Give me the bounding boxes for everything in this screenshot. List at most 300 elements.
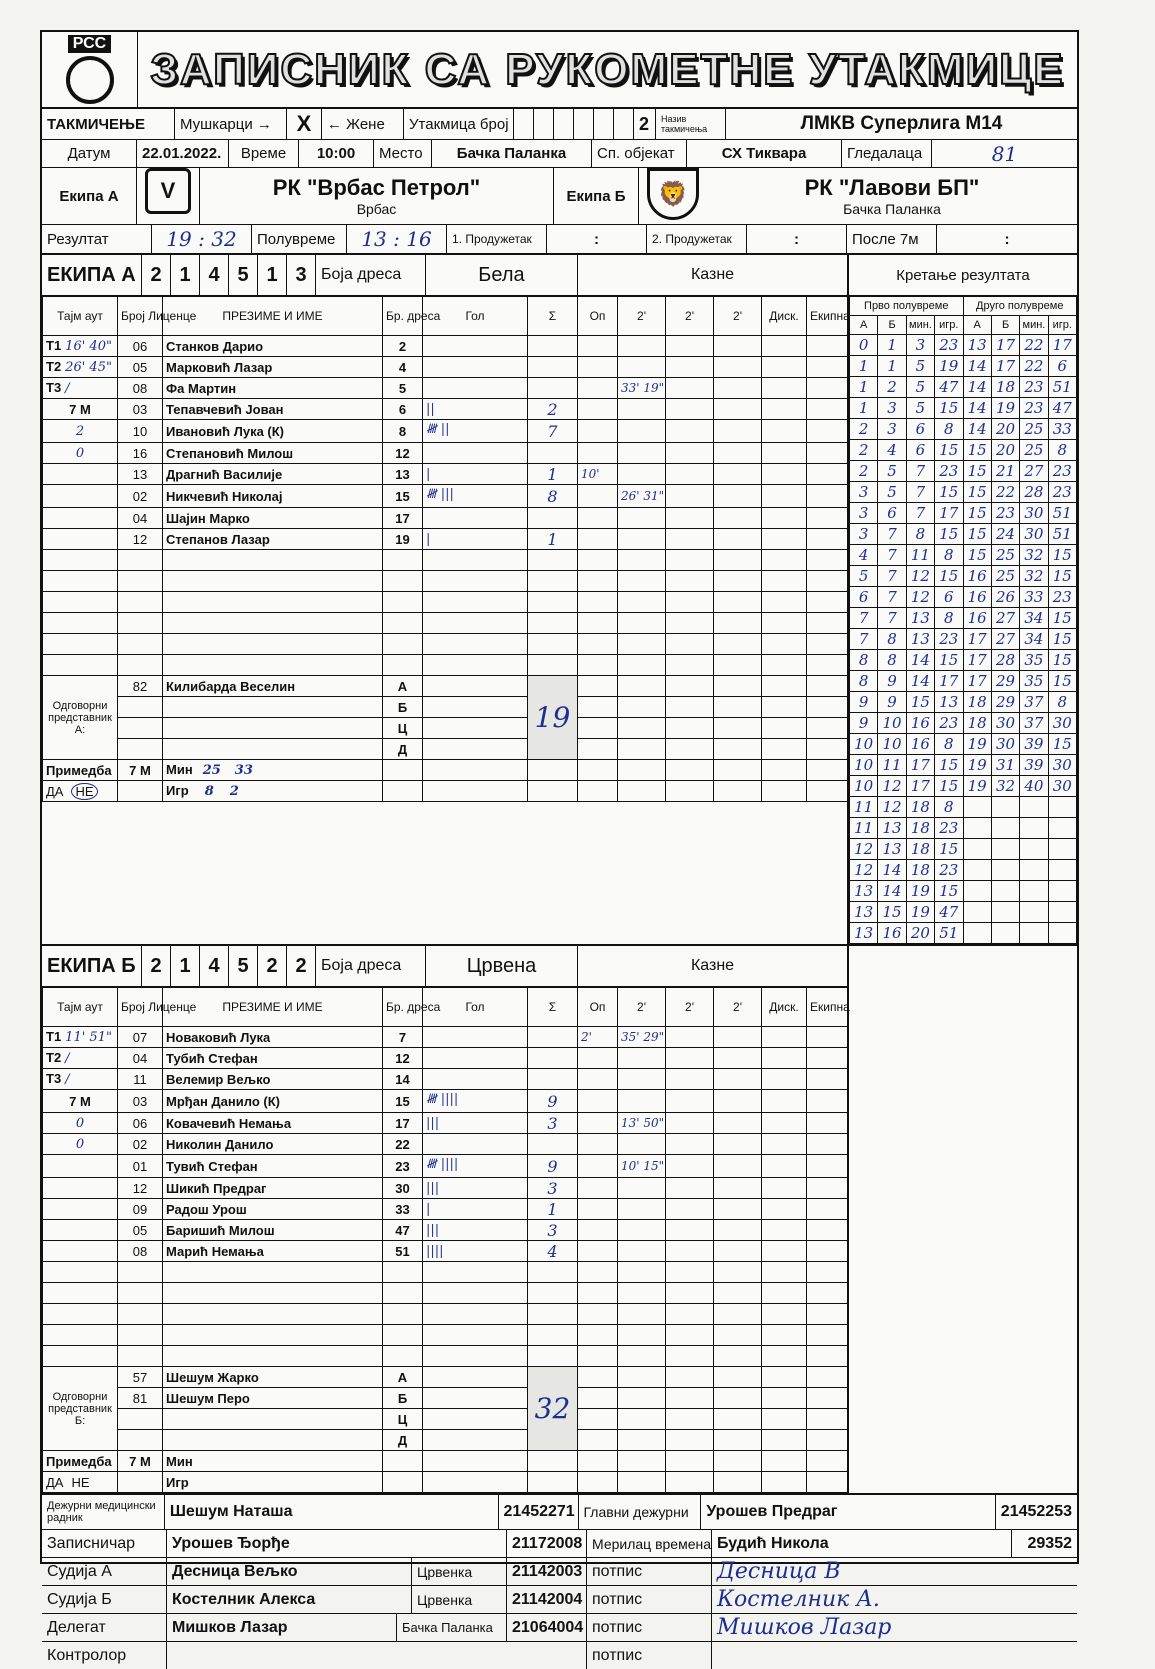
team-penalty-cell[interactable] xyxy=(807,655,848,676)
flow-cell[interactable]: 3 xyxy=(878,419,906,440)
flow-cell[interactable]: 3 xyxy=(850,524,878,545)
timer-id[interactable]: 29352 xyxy=(1027,1534,1072,1552)
goal-sum[interactable] xyxy=(528,1325,578,1346)
flow-cell[interactable]: 12 xyxy=(878,797,906,818)
penalty-cell[interactable] xyxy=(578,697,618,718)
penalty-cell[interactable] xyxy=(666,739,714,760)
goal-tally[interactable] xyxy=(423,613,528,634)
flow-cell[interactable]: 13 xyxy=(906,608,934,629)
goal-sum[interactable] xyxy=(528,336,578,357)
timeout-cell[interactable] xyxy=(43,1304,118,1325)
suspension-cell[interactable] xyxy=(714,613,762,634)
warning-cell[interactable] xyxy=(578,485,618,508)
timeout-cell[interactable] xyxy=(43,1220,118,1241)
flow-cell[interactable]: 25 xyxy=(1020,440,1048,461)
flow-cell[interactable]: 8 xyxy=(935,545,963,566)
warning-cell[interactable] xyxy=(578,443,618,464)
flow-cell[interactable]: 6 xyxy=(906,419,934,440)
flow-cell[interactable]: 51 xyxy=(935,923,963,944)
timeout-cell[interactable] xyxy=(43,613,118,634)
warning-cell[interactable] xyxy=(578,1304,618,1325)
player-name[interactable]: Тепавчевић Јован xyxy=(163,399,383,420)
flow-cell[interactable]: 13 xyxy=(850,923,878,944)
flow-cell[interactable]: 18 xyxy=(906,860,934,881)
flow-cell[interactable]: 15 xyxy=(1048,566,1076,587)
goal-tally[interactable] xyxy=(423,357,528,378)
suspension-cell[interactable] xyxy=(666,1134,714,1155)
flow-cell[interactable]: 51 xyxy=(1048,503,1076,524)
flow-cell[interactable]: 18 xyxy=(963,692,991,713)
penalty-cell[interactable] xyxy=(714,718,762,739)
goal-sum[interactable] xyxy=(528,508,578,529)
goal-tally[interactable] xyxy=(423,443,528,464)
team-penalty-cell[interactable] xyxy=(807,1283,848,1304)
flow-cell[interactable]: 23 xyxy=(1048,482,1076,503)
goal-sum[interactable] xyxy=(528,1262,578,1283)
flow-cell[interactable]: 23 xyxy=(935,335,963,356)
warning-cell[interactable] xyxy=(578,508,618,529)
penalty-cell[interactable] xyxy=(666,1409,714,1430)
penalty-cell[interactable] xyxy=(578,1409,618,1430)
disqualification-cell[interactable] xyxy=(762,1069,807,1090)
flow-cell[interactable]: 32 xyxy=(1020,545,1048,566)
warning-cell[interactable] xyxy=(578,1134,618,1155)
flow-cell[interactable]: 7 xyxy=(850,629,878,650)
flow-cell[interactable]: 39 xyxy=(1020,734,1048,755)
note-yes-no[interactable] xyxy=(43,1472,118,1493)
timeout-cell[interactable] xyxy=(43,1241,118,1262)
flow-cell[interactable] xyxy=(991,860,1019,881)
flow-cell[interactable]: 1 xyxy=(878,356,906,377)
flow-cell[interactable]: 19 xyxy=(963,755,991,776)
flow-cell[interactable]: 14 xyxy=(906,671,934,692)
suspension-cell[interactable] xyxy=(618,443,666,464)
goal-sum[interactable] xyxy=(528,613,578,634)
warning-cell[interactable] xyxy=(578,1346,618,1367)
flow-cell[interactable]: 27 xyxy=(1020,461,1048,482)
disqualification-cell[interactable] xyxy=(762,1283,807,1304)
penalty-cell[interactable] xyxy=(618,718,666,739)
flow-cell[interactable]: 8 xyxy=(850,671,878,692)
goal-tally[interactable]: |||| xyxy=(423,1241,528,1262)
suspension-cell[interactable] xyxy=(666,378,714,399)
flow-cell[interactable] xyxy=(991,902,1019,923)
flow-cell[interactable] xyxy=(1048,923,1076,944)
flow-cell[interactable]: 37 xyxy=(1020,692,1048,713)
goal-sum[interactable] xyxy=(528,655,578,676)
team-penalty-cell[interactable] xyxy=(807,1113,848,1134)
goal-tally[interactable]: 𝍸 || xyxy=(423,420,528,443)
disqualification-cell[interactable] xyxy=(762,420,807,443)
flow-cell[interactable]: 9 xyxy=(878,692,906,713)
flow-cell[interactable]: 5 xyxy=(878,461,906,482)
goal-tally[interactable] xyxy=(423,378,528,399)
date-value[interactable]: 22.01.2022. xyxy=(137,140,229,167)
team-penalty-cell[interactable] xyxy=(807,550,848,571)
suspension-cell[interactable] xyxy=(714,336,762,357)
suspension-cell[interactable] xyxy=(666,1346,714,1367)
suspension-cell[interactable] xyxy=(666,1199,714,1220)
warning-cell[interactable] xyxy=(578,1155,618,1178)
flow-cell[interactable] xyxy=(991,797,1019,818)
official-name[interactable] xyxy=(163,1409,383,1430)
goal-sum[interactable] xyxy=(528,592,578,613)
flow-cell[interactable]: 47 xyxy=(1048,398,1076,419)
timer-name[interactable]: Будић Никола xyxy=(712,1530,1012,1557)
penalty-cell[interactable] xyxy=(714,739,762,760)
flow-cell[interactable]: 8 xyxy=(935,797,963,818)
flow-cell[interactable]: 29 xyxy=(991,671,1019,692)
timeout-cell[interactable] xyxy=(43,592,118,613)
men-mark[interactable]: X xyxy=(287,109,322,139)
disqualification-cell[interactable] xyxy=(762,1155,807,1178)
penalty-cell[interactable] xyxy=(762,739,807,760)
suspension-cell[interactable]: 33' 19" xyxy=(618,378,666,399)
flow-cell[interactable]: 3 xyxy=(850,482,878,503)
flow-cell[interactable]: 15 xyxy=(963,545,991,566)
player-name[interactable]: Баришић Милош xyxy=(163,1220,383,1241)
penalty-cell[interactable] xyxy=(618,1430,666,1451)
goal-tally[interactable] xyxy=(423,1027,528,1048)
suspension-cell[interactable] xyxy=(666,571,714,592)
disqualification-cell[interactable] xyxy=(762,613,807,634)
disqualification-cell[interactable] xyxy=(762,485,807,508)
suspension-cell[interactable] xyxy=(714,1346,762,1367)
flow-cell[interactable]: 47 xyxy=(935,377,963,398)
penalty-cell[interactable] xyxy=(762,718,807,739)
flow-cell[interactable]: 23 xyxy=(1020,377,1048,398)
suspension-cell[interactable] xyxy=(714,571,762,592)
penalty-cell[interactable] xyxy=(714,1409,762,1430)
warning-cell[interactable] xyxy=(578,592,618,613)
penalty-cell[interactable] xyxy=(807,1430,848,1451)
flow-cell[interactable]: 16 xyxy=(906,713,934,734)
flow-cell[interactable] xyxy=(1048,797,1076,818)
goal-tally[interactable] xyxy=(423,1325,528,1346)
disqualification-cell[interactable] xyxy=(762,634,807,655)
suspension-cell[interactable] xyxy=(714,550,762,571)
suspension-cell[interactable] xyxy=(714,1325,762,1346)
flow-cell[interactable] xyxy=(1020,818,1048,839)
flow-cell[interactable]: 20 xyxy=(991,440,1019,461)
disqualification-cell[interactable] xyxy=(762,1048,807,1069)
medic-id[interactable]: 21452271 xyxy=(499,1495,579,1529)
penalty-cell[interactable] xyxy=(807,1409,848,1430)
suspension-cell[interactable] xyxy=(618,613,666,634)
flow-cell[interactable]: 10 xyxy=(850,734,878,755)
suspension-cell[interactable] xyxy=(618,1220,666,1241)
player-name[interactable]: Николин Данило xyxy=(163,1134,383,1155)
flow-cell[interactable]: 33 xyxy=(1020,587,1048,608)
flow-cell[interactable]: 8 xyxy=(906,524,934,545)
flow-cell[interactable]: 24 xyxy=(991,524,1019,545)
flow-cell[interactable]: 17 xyxy=(906,776,934,797)
flow-cell[interactable]: 9 xyxy=(878,671,906,692)
warning-cell[interactable] xyxy=(578,571,618,592)
flow-cell[interactable]: 15 xyxy=(963,482,991,503)
suspension-cell[interactable] xyxy=(618,634,666,655)
penalty-cell[interactable] xyxy=(618,1409,666,1430)
scorer-id[interactable]: 21172008 xyxy=(507,1530,587,1557)
flow-cell[interactable]: 7 xyxy=(850,608,878,629)
flow-cell[interactable]: 51 xyxy=(1048,377,1076,398)
player-name[interactable] xyxy=(163,655,383,676)
flow-cell[interactable]: 34 xyxy=(1020,629,1048,650)
igr-value[interactable]: 8 xyxy=(204,784,214,799)
flow-cell[interactable]: 23 xyxy=(935,818,963,839)
player-name[interactable]: Шикић Предраг xyxy=(163,1178,383,1199)
goal-sum[interactable]: 9 xyxy=(528,1090,578,1113)
flow-cell[interactable]: 16 xyxy=(906,734,934,755)
flow-cell[interactable]: 19 xyxy=(963,776,991,797)
flow-cell[interactable]: 7 xyxy=(878,524,906,545)
timeout-time[interactable]: 11' 51" xyxy=(65,1030,112,1045)
suspension-cell[interactable] xyxy=(714,1262,762,1283)
official-name[interactable] xyxy=(163,1430,383,1451)
official-name[interactable] xyxy=(163,739,383,760)
goal-tally[interactable] xyxy=(423,1134,528,1155)
suspension-cell[interactable] xyxy=(714,1220,762,1241)
warning-cell[interactable] xyxy=(578,420,618,443)
flow-cell[interactable]: 17 xyxy=(991,335,1019,356)
goal-sum[interactable]: 9 xyxy=(528,1155,578,1178)
suspension-cell[interactable] xyxy=(714,1069,762,1090)
penalty-cell[interactable] xyxy=(578,676,618,697)
ref-a-id[interactable]: 21142003 xyxy=(507,1558,587,1585)
warning-cell[interactable] xyxy=(578,336,618,357)
flow-cell[interactable]: 32 xyxy=(991,776,1019,797)
timeout-cell[interactable] xyxy=(43,1325,118,1346)
timeout-cell[interactable] xyxy=(43,1069,118,1090)
team-penalty-cell[interactable] xyxy=(807,357,848,378)
suspension-cell[interactable] xyxy=(666,464,714,485)
flow-cell[interactable]: 17 xyxy=(963,650,991,671)
penalty-cell[interactable] xyxy=(666,1388,714,1409)
goal-sum[interactable]: 3 xyxy=(528,1220,578,1241)
disqualification-cell[interactable] xyxy=(762,1346,807,1367)
suspension-cell[interactable] xyxy=(714,655,762,676)
suspension-cell[interactable] xyxy=(618,571,666,592)
suspension-cell[interactable]: 35' 29" xyxy=(618,1027,666,1048)
goal-tally[interactable] xyxy=(423,655,528,676)
goal-tally[interactable] xyxy=(423,1346,528,1367)
suspension-cell[interactable] xyxy=(714,1304,762,1325)
flow-cell[interactable]: 9 xyxy=(850,713,878,734)
goal-tally[interactable] xyxy=(423,634,528,655)
penalty-cell[interactable] xyxy=(666,1367,714,1388)
flow-cell[interactable] xyxy=(963,860,991,881)
player-name[interactable]: Ивановић Лука (К) xyxy=(163,420,383,443)
team-penalty-cell[interactable] xyxy=(807,464,848,485)
suspension-cell[interactable] xyxy=(666,592,714,613)
suspension-cell[interactable] xyxy=(618,399,666,420)
flow-cell[interactable]: 15 xyxy=(1048,734,1076,755)
flow-cell[interactable]: 7 xyxy=(878,608,906,629)
flow-cell[interactable] xyxy=(1020,797,1048,818)
warning-cell[interactable]: 2' xyxy=(578,1027,618,1048)
goal-sum[interactable] xyxy=(528,571,578,592)
flow-cell[interactable]: 16 xyxy=(878,923,906,944)
flow-cell[interactable]: 6 xyxy=(906,440,934,461)
disqualification-cell[interactable] xyxy=(762,529,807,550)
flow-cell[interactable] xyxy=(1048,881,1076,902)
timeout-time[interactable]: 26' 45" xyxy=(65,360,112,375)
time-value[interactable]: 10:00 xyxy=(299,140,374,167)
flow-cell[interactable] xyxy=(991,839,1019,860)
flow-cell[interactable]: 23 xyxy=(935,713,963,734)
flow-cell[interactable]: 26 xyxy=(991,587,1019,608)
player-name[interactable]: Мрђан Данило (К) xyxy=(163,1090,383,1113)
player-name[interactable]: Тубић Стефан xyxy=(163,1048,383,1069)
igr-value[interactable]: 2 xyxy=(229,784,239,799)
yes-option[interactable]: ДА xyxy=(46,1474,64,1490)
penalty-cell[interactable] xyxy=(714,1430,762,1451)
team-penalty-cell[interactable] xyxy=(807,1199,848,1220)
flow-cell[interactable]: 13 xyxy=(850,881,878,902)
goal-sum[interactable] xyxy=(528,1304,578,1325)
after7-score[interactable]: : xyxy=(1004,230,1010,248)
goal-sum[interactable] xyxy=(528,1069,578,1090)
disqualification-cell[interactable] xyxy=(762,1304,807,1325)
goal-sum[interactable]: 1 xyxy=(528,1199,578,1220)
suspension-cell[interactable]: 10' 15" xyxy=(618,1155,666,1178)
ref-a-name[interactable]: Десница Вељко xyxy=(167,1558,412,1585)
timeout-cell[interactable] xyxy=(43,1155,118,1178)
suspension-cell[interactable] xyxy=(714,420,762,443)
flow-cell[interactable]: 10 xyxy=(850,755,878,776)
timeout-time[interactable]: / xyxy=(65,1072,70,1087)
penalty-cell[interactable] xyxy=(578,739,618,760)
suspension-cell[interactable] xyxy=(666,357,714,378)
team-penalty-cell[interactable] xyxy=(807,1155,848,1178)
suspension-cell[interactable] xyxy=(666,613,714,634)
flow-cell[interactable]: 23 xyxy=(935,461,963,482)
penalty-cell[interactable] xyxy=(666,1430,714,1451)
penalty-cell[interactable] xyxy=(762,1430,807,1451)
goal-sum[interactable]: 1 xyxy=(528,464,578,485)
team-penalty-cell[interactable] xyxy=(807,399,848,420)
team-penalty-cell[interactable] xyxy=(807,485,848,508)
timeout-cell[interactable]: 7 М xyxy=(43,399,118,420)
flow-cell[interactable]: 14 xyxy=(878,860,906,881)
flow-cell[interactable]: 14 xyxy=(963,356,991,377)
goal-sum[interactable] xyxy=(528,1027,578,1048)
goal-sum[interactable] xyxy=(528,1048,578,1069)
suspension-cell[interactable] xyxy=(714,485,762,508)
warning-cell[interactable] xyxy=(578,1241,618,1262)
penalty-cell[interactable] xyxy=(762,1367,807,1388)
team-penalty-cell[interactable] xyxy=(807,571,848,592)
team-penalty-cell[interactable] xyxy=(807,1220,848,1241)
min-value[interactable]: 25 xyxy=(202,763,221,778)
flow-cell[interactable]: 15 xyxy=(906,692,934,713)
flow-cell[interactable] xyxy=(963,797,991,818)
penalty-cell[interactable] xyxy=(807,1388,848,1409)
timeout-cell[interactable] xyxy=(43,1027,118,1048)
no-option[interactable]: НЕ xyxy=(71,783,97,800)
timeout-cell[interactable] xyxy=(43,1283,118,1304)
disqualification-cell[interactable] xyxy=(762,1178,807,1199)
flow-cell[interactable]: 28 xyxy=(1020,482,1048,503)
flow-cell[interactable]: 17 xyxy=(906,755,934,776)
penalty-cell[interactable] xyxy=(807,1367,848,1388)
suspension-cell[interactable] xyxy=(714,443,762,464)
player-name[interactable] xyxy=(163,592,383,613)
flow-cell[interactable]: 10 xyxy=(878,734,906,755)
suspension-cell[interactable] xyxy=(714,399,762,420)
flow-cell[interactable]: 5 xyxy=(906,377,934,398)
timeout-cell[interactable] xyxy=(43,508,118,529)
flow-cell[interactable]: 2 xyxy=(850,440,878,461)
flow-cell[interactable]: 13 xyxy=(850,902,878,923)
suspension-cell[interactable] xyxy=(618,336,666,357)
team-penalty-cell[interactable] xyxy=(807,1027,848,1048)
suspension-cell[interactable] xyxy=(666,1262,714,1283)
flow-cell[interactable]: 15 xyxy=(878,902,906,923)
goal-tally[interactable]: || xyxy=(423,399,528,420)
delegate-name[interactable]: Мишков Лазар xyxy=(167,1614,397,1641)
suspension-cell[interactable] xyxy=(666,1027,714,1048)
flow-cell[interactable]: 15 xyxy=(935,839,963,860)
suspension-cell[interactable] xyxy=(618,420,666,443)
penalty-cell[interactable] xyxy=(578,1430,618,1451)
flow-cell[interactable]: 27 xyxy=(991,608,1019,629)
suspension-cell[interactable] xyxy=(618,1241,666,1262)
flow-cell[interactable] xyxy=(1020,923,1048,944)
disqualification-cell[interactable] xyxy=(762,399,807,420)
flow-cell[interactable]: 14 xyxy=(963,398,991,419)
ot1-score[interactable]: : xyxy=(547,225,647,253)
suspension-cell[interactable] xyxy=(618,1178,666,1199)
ref-b-id[interactable]: 21142004 xyxy=(507,1586,587,1613)
player-name[interactable]: Степановић Милош xyxy=(163,443,383,464)
goal-tally[interactable]: ||| xyxy=(423,1220,528,1241)
penalty-cell[interactable] xyxy=(762,697,807,718)
min-value[interactable]: 33 xyxy=(234,763,253,778)
suspension-cell[interactable] xyxy=(618,1283,666,1304)
flow-cell[interactable]: 16 xyxy=(963,566,991,587)
ref-b-signature[interactable]: Костелник А. xyxy=(717,1587,880,1612)
timeout-cell[interactable] xyxy=(43,1048,118,1069)
flow-cell[interactable]: 3 xyxy=(850,503,878,524)
flow-cell[interactable]: 20 xyxy=(906,923,934,944)
flow-cell[interactable]: 14 xyxy=(906,650,934,671)
suspension-cell[interactable] xyxy=(714,1027,762,1048)
player-name[interactable] xyxy=(163,1283,383,1304)
player-name[interactable]: Новаковић Лука xyxy=(163,1027,383,1048)
flow-cell[interactable]: 1 xyxy=(850,377,878,398)
flow-cell[interactable]: 40 xyxy=(1020,776,1048,797)
disqualification-cell[interactable] xyxy=(762,1134,807,1155)
suspension-cell[interactable] xyxy=(618,464,666,485)
timeout-cell[interactable]: 0 xyxy=(43,443,118,464)
team-penalty-cell[interactable] xyxy=(807,1178,848,1199)
goal-sum[interactable]: 1 xyxy=(528,529,578,550)
timeout-cell[interactable] xyxy=(43,634,118,655)
suspension-cell[interactable] xyxy=(666,1069,714,1090)
suspension-cell[interactable] xyxy=(666,508,714,529)
flow-cell[interactable] xyxy=(991,881,1019,902)
disqualification-cell[interactable] xyxy=(762,378,807,399)
flow-cell[interactable]: 30 xyxy=(1020,503,1048,524)
flow-cell[interactable] xyxy=(1020,881,1048,902)
penalty-cell[interactable] xyxy=(807,697,848,718)
player-name[interactable]: Шајин Марко xyxy=(163,508,383,529)
venue-value[interactable]: СХ Тиквара xyxy=(687,140,842,167)
flow-cell[interactable]: 6 xyxy=(935,587,963,608)
flow-cell[interactable]: 16 xyxy=(963,587,991,608)
warning-cell[interactable] xyxy=(578,1283,618,1304)
